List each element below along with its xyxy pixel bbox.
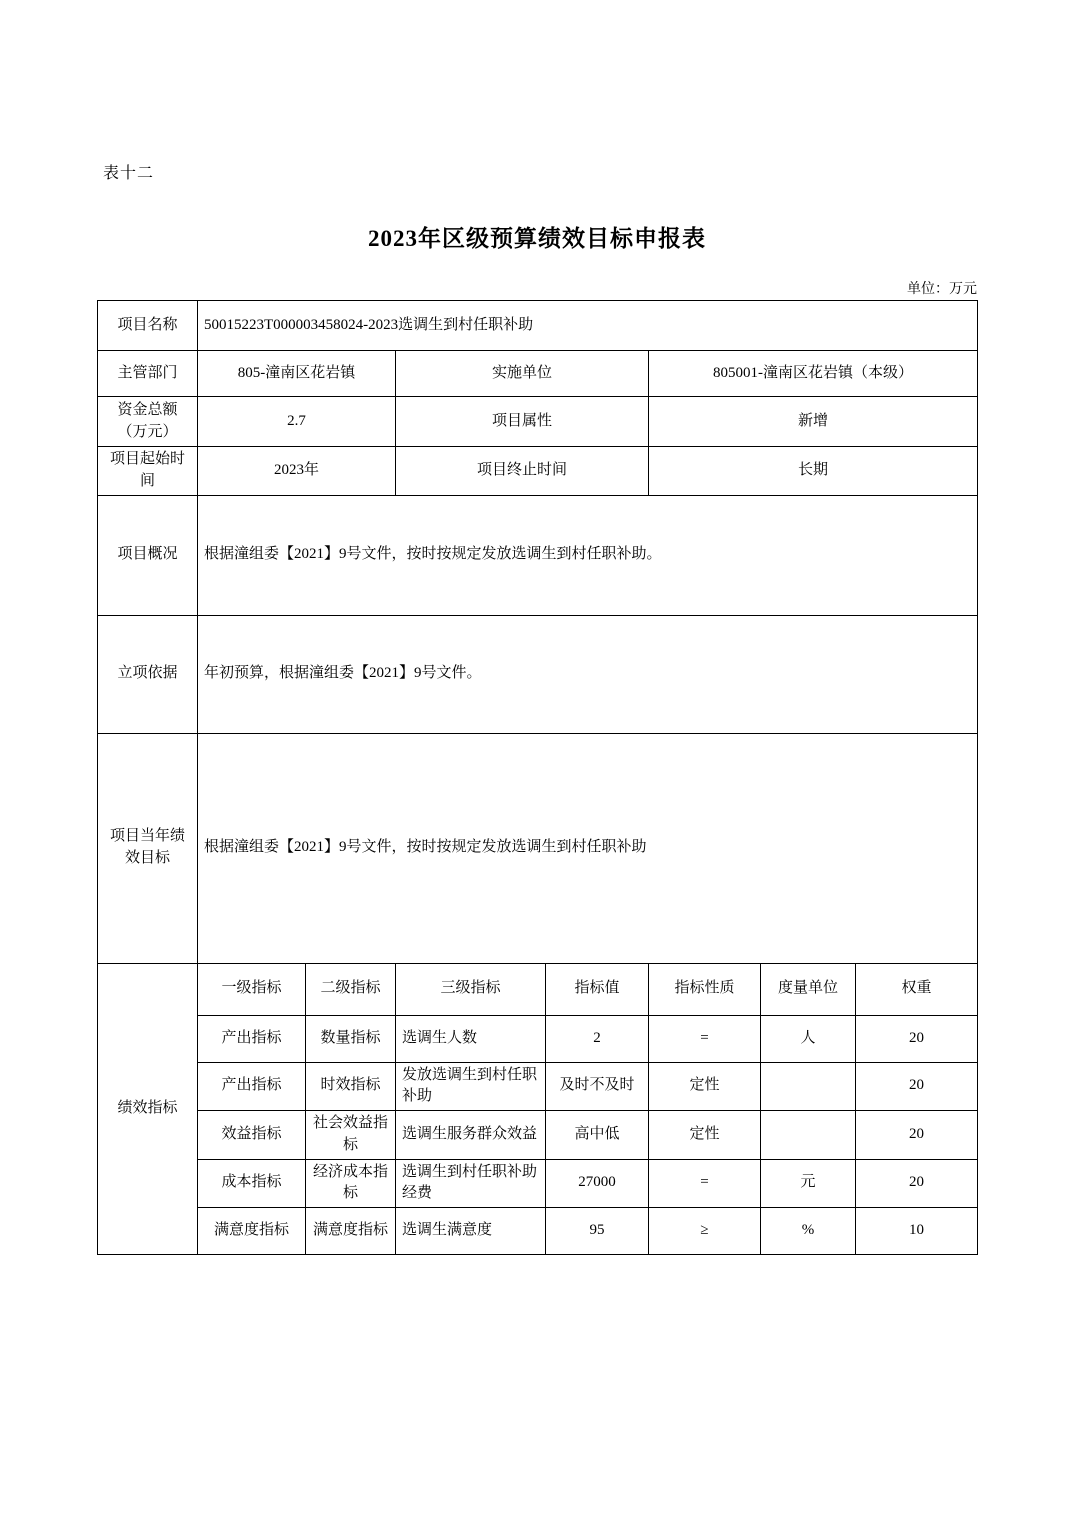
project-name-value: 50015223T000003458024-2023选调生到村任职补助 [198,301,978,351]
impl-unit-label: 实施单位 [396,351,649,397]
end-time-value: 长期 [649,447,978,496]
indicator-nature: 定性 [649,1062,761,1111]
header-value: 指标值 [546,963,649,1015]
project-name-label: 项目名称 [98,301,198,351]
indicator-weight: 20 [856,1111,978,1160]
row-annual-goal [98,733,978,963]
indicator-value: 高中低 [546,1111,649,1160]
indicator-level3: 选调生人数 [396,1015,546,1062]
indicator-level3: 选调生到村任职补助经费 [396,1159,546,1208]
indicator-value: 27000 [546,1159,649,1208]
end-time-label: 项目终止时间 [396,447,649,496]
indicator-weight: 20 [856,1159,978,1208]
overview-value: 根据潼组委【2021】9号文件，按时按规定发放选调生到村任职补助。 [198,495,978,615]
budget-performance-table [97,300,978,1255]
basis-label: 立项依据 [98,615,198,733]
indicator-level1: 满意度指标 [198,1208,306,1255]
indicator-level1: 产出指标 [198,1062,306,1111]
indicator-level1: 成本指标 [198,1159,306,1208]
row-dates [98,447,978,496]
basis-value: 年初预算，根据潼组委【2021】9号文件。 [198,615,978,733]
indicator-section-label: 绩效指标 [98,963,198,1255]
fund-total-label: 资金总额（万元） [98,397,198,447]
indicator-value: 2 [546,1015,649,1062]
row-basis [98,615,978,733]
annual-goal-value: 根据潼组委【2021】9号文件，按时按规定发放选调生到村任职补助 [198,733,978,963]
indicator-row [98,1159,978,1208]
indicator-row [98,1111,978,1160]
project-attr-value: 新增 [649,397,978,447]
impl-unit-value: 805001-潼南区花岩镇（本级） [649,351,978,397]
row-funds [98,397,978,447]
indicator-nature: 定性 [649,1111,761,1160]
unit-note: 单位：万元 [907,282,977,297]
table-number-tag: 表十二 [103,165,155,182]
indicator-level2: 社会效益指标 [306,1111,396,1160]
indicator-weight: 10 [856,1208,978,1255]
indicator-nature: = [649,1159,761,1208]
row-overview [98,495,978,615]
header-unit: 度量单位 [761,963,856,1015]
indicator-level2: 经济成本指标 [306,1159,396,1208]
indicator-weight: 20 [856,1062,978,1111]
indicator-nature: ≥ [649,1208,761,1255]
project-attr-label: 项目属性 [396,397,649,447]
row-project-name [98,301,978,351]
indicator-unit [761,1111,856,1160]
indicator-unit: 元 [761,1159,856,1208]
indicator-level3: 发放选调生到村任职补助 [396,1062,546,1111]
indicator-unit: 人 [761,1015,856,1062]
start-time-label: 项目起始时间 [98,447,198,496]
indicator-value: 及时不及时 [546,1062,649,1111]
indicator-row [98,1062,978,1111]
header-level2: 二级指标 [306,963,396,1015]
document-title: 2023年区级预算绩效目标申报表 [368,226,706,251]
indicator-level3: 选调生满意度 [396,1208,546,1255]
indicator-level3: 选调生服务群众效益 [396,1111,546,1160]
header-weight: 权重 [856,963,978,1015]
indicator-level2: 满意度指标 [306,1208,396,1255]
fund-total-value: 2.7 [198,397,396,447]
dept-label: 主管部门 [98,351,198,397]
overview-label: 项目概况 [98,495,198,615]
indicator-value: 95 [546,1208,649,1255]
indicator-level2: 数量指标 [306,1015,396,1062]
row-department [98,351,978,397]
indicator-level1: 产出指标 [198,1015,306,1062]
annual-goal-label: 项目当年绩效目标 [98,733,198,963]
header-nature: 指标性质 [649,963,761,1015]
indicator-level2: 时效指标 [306,1062,396,1111]
indicator-weight: 20 [856,1015,978,1062]
indicator-row [98,1208,978,1255]
indicator-unit [761,1062,856,1111]
indicator-row [98,1015,978,1062]
header-level1: 一级指标 [198,963,306,1015]
dept-value: 805-潼南区花岩镇 [198,351,396,397]
indicator-unit: % [761,1208,856,1255]
indicator-header-row [98,963,978,1015]
indicator-nature: = [649,1015,761,1062]
indicator-level1: 效益指标 [198,1111,306,1160]
header-level3: 三级指标 [396,963,546,1015]
start-time-value: 2023年 [198,447,396,496]
